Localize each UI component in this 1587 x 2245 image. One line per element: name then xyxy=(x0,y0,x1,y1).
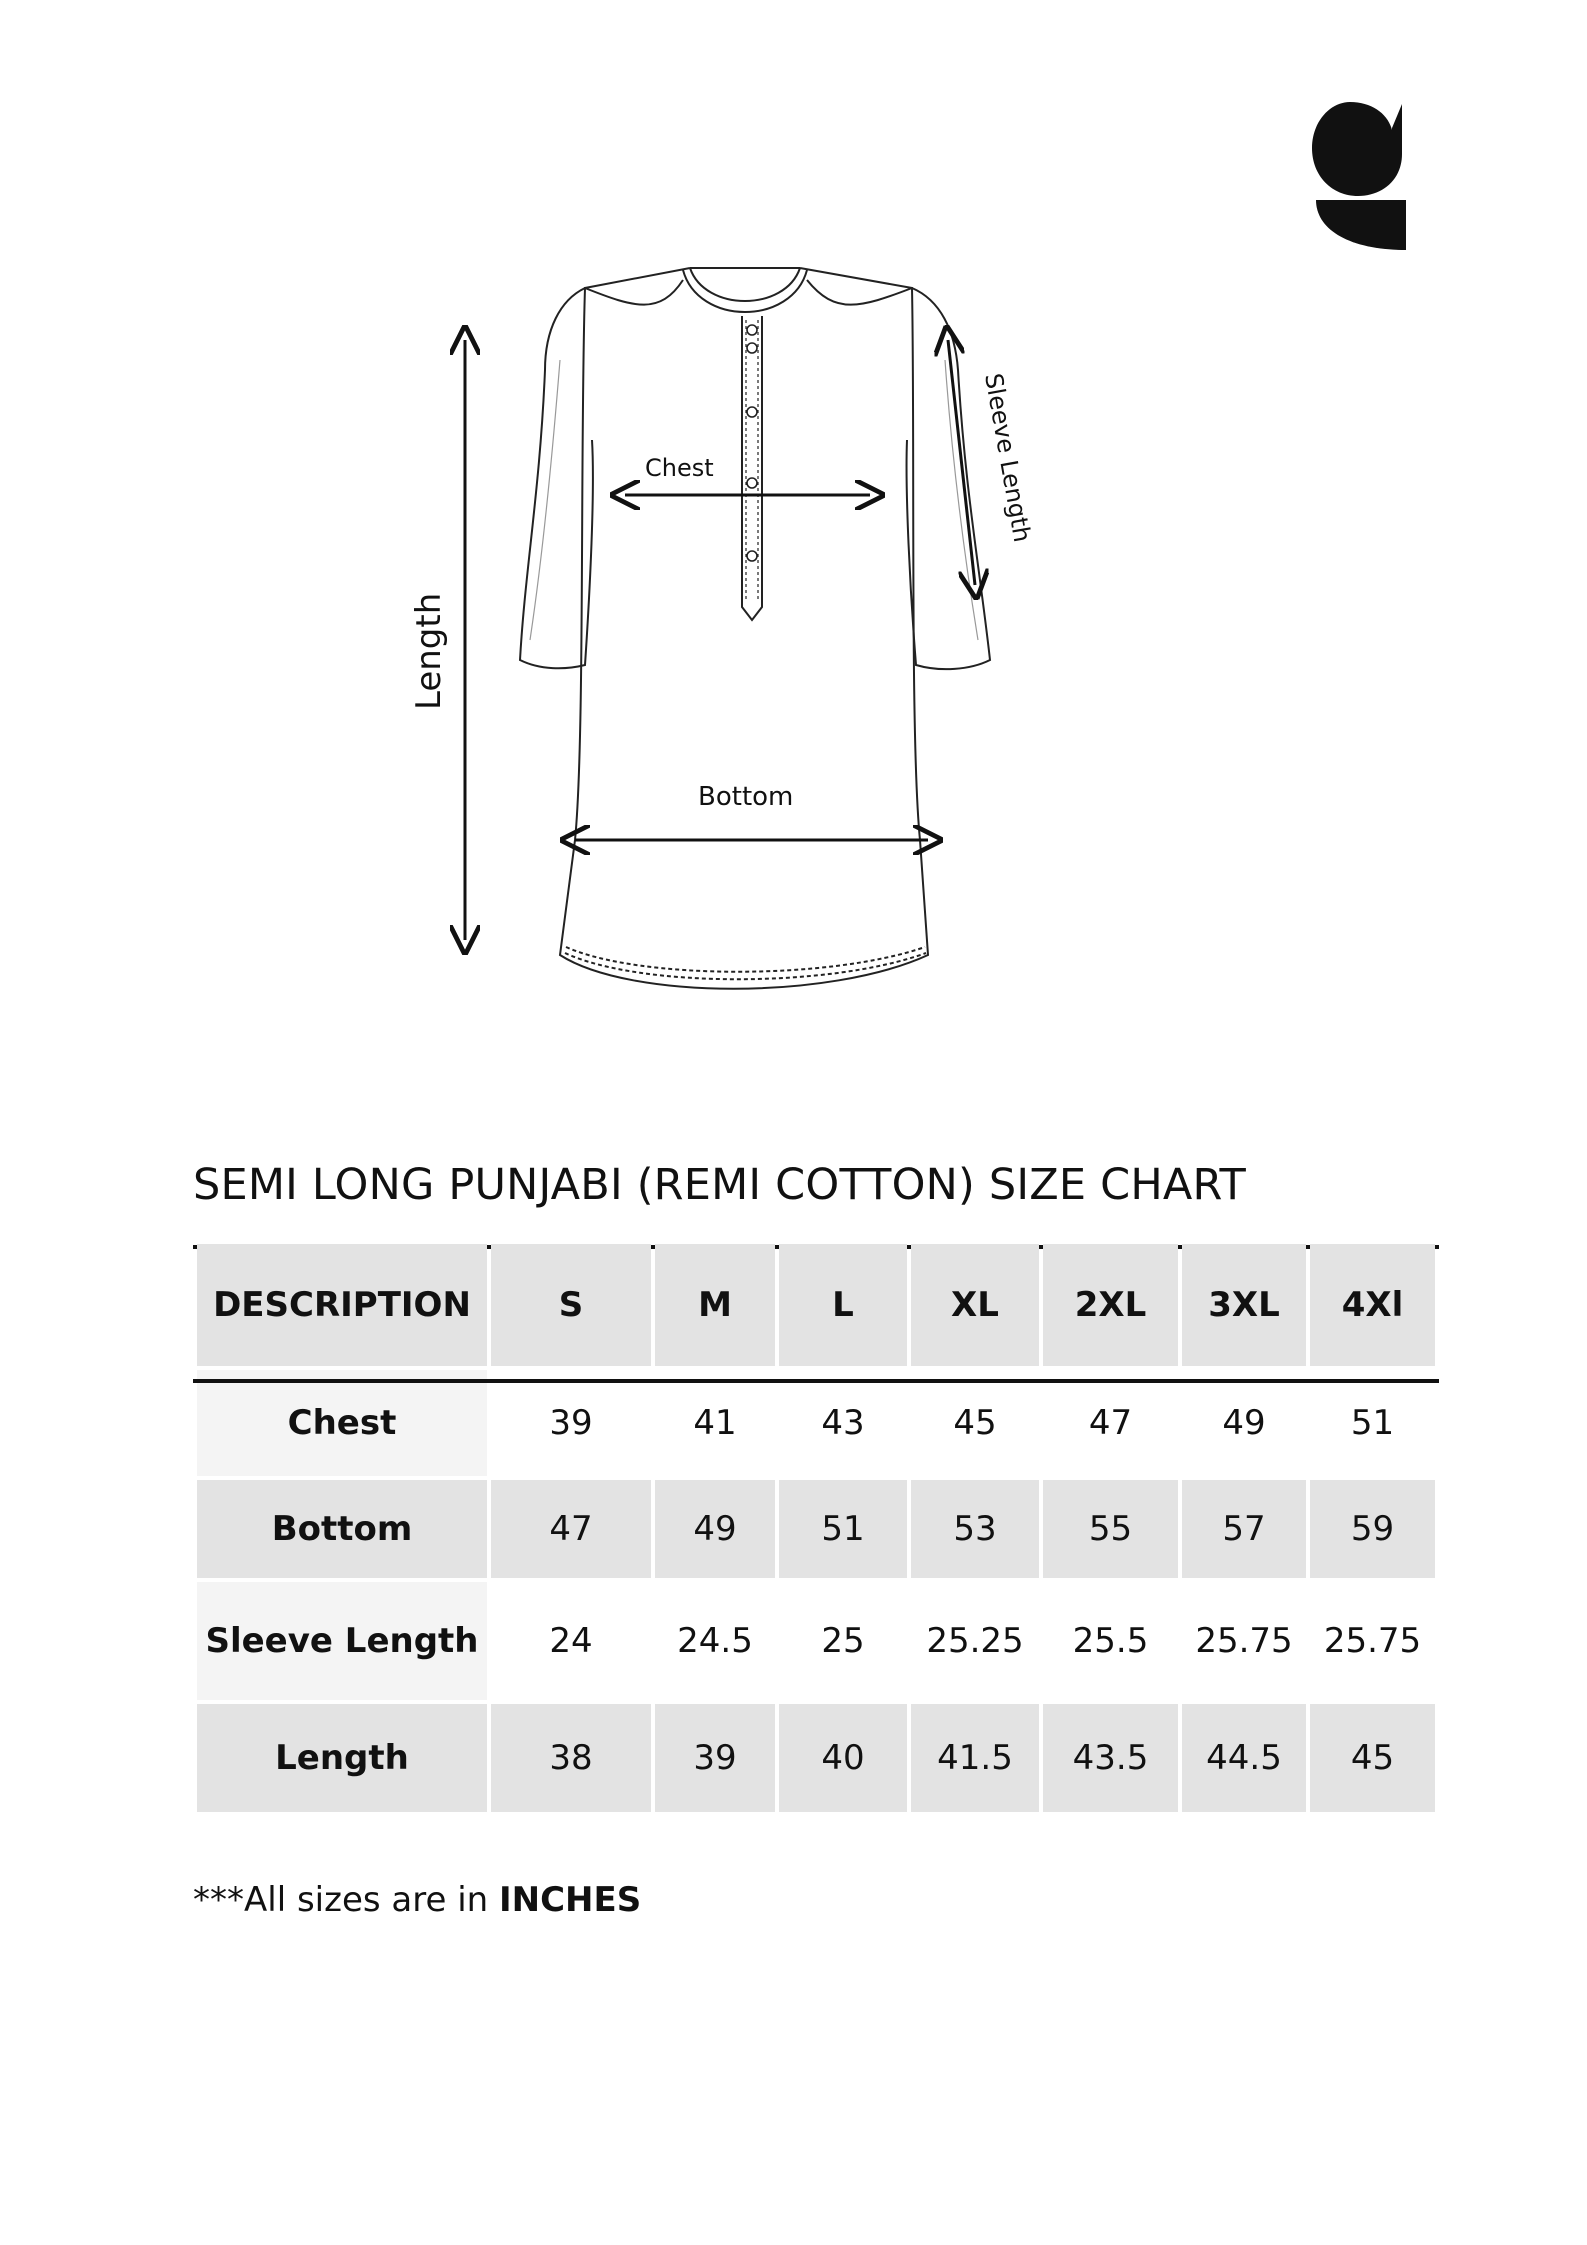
table-cell: 49 xyxy=(655,1480,775,1578)
table-cell: 57 xyxy=(1182,1480,1306,1578)
placket xyxy=(742,316,762,620)
table-cell: 39 xyxy=(491,1370,651,1476)
table-cell: 49 xyxy=(1182,1370,1306,1476)
punjabi-sketch xyxy=(380,240,1080,1020)
row-label: Bottom xyxy=(197,1480,487,1578)
sleeve-length-label: Sleeve Length xyxy=(979,371,1037,545)
table-cell: 25.25 xyxy=(911,1582,1039,1700)
table-row xyxy=(197,1370,1435,1476)
page-title: SEMI LONG PUNJABI (REMI COTTON) SIZE CHART xyxy=(193,1160,1246,1210)
table-row xyxy=(197,1704,1435,1812)
table-cell: 53 xyxy=(911,1480,1039,1578)
length-label: Length xyxy=(409,592,449,710)
table-cell: 45 xyxy=(1310,1704,1435,1812)
table-cell: 45 xyxy=(911,1370,1039,1476)
units-note-prefix: ***All sizes are in xyxy=(193,1880,499,1920)
header-size: 4Xl xyxy=(1310,1244,1435,1366)
units-note xyxy=(193,1880,641,1920)
table-cell: 51 xyxy=(1310,1370,1435,1476)
g-logo-icon xyxy=(1310,100,1410,252)
table-cell: 25 xyxy=(779,1582,907,1700)
table-cell: 55 xyxy=(1043,1480,1178,1578)
table-cell: 47 xyxy=(491,1480,651,1578)
chest-label: Chest xyxy=(645,454,714,482)
table-cell: 41 xyxy=(655,1370,775,1476)
table-header-row xyxy=(197,1244,1435,1366)
brand-logo xyxy=(1310,100,1410,252)
table-row xyxy=(197,1582,1435,1700)
header-size: L xyxy=(779,1244,907,1366)
table-cell: 24 xyxy=(491,1582,651,1700)
collar xyxy=(683,268,807,312)
header-size: XL xyxy=(911,1244,1039,1366)
table-cell: 41.5 xyxy=(911,1704,1039,1812)
table-cell: 47 xyxy=(1043,1370,1178,1476)
bottom-label: Bottom xyxy=(698,782,794,812)
table-cell: 39 xyxy=(655,1704,775,1812)
table-cell: 44.5 xyxy=(1182,1704,1306,1812)
header-description: DESCRIPTION xyxy=(197,1244,487,1366)
units-note-emphasis: INCHES xyxy=(499,1880,642,1920)
table-cell: 25.75 xyxy=(1182,1582,1306,1700)
header-size: 2XL xyxy=(1043,1244,1178,1366)
table-cell: 25.5 xyxy=(1043,1582,1178,1700)
header-size: 3XL xyxy=(1182,1244,1306,1366)
row-label: Sleeve Length xyxy=(197,1582,487,1700)
table-cell: 59 xyxy=(1310,1480,1435,1578)
table-cell: 38 xyxy=(491,1704,651,1812)
table-cell: 24.5 xyxy=(655,1582,775,1700)
table-cell: 40 xyxy=(779,1704,907,1812)
garment-diagram xyxy=(380,240,1080,1020)
row-label: Length xyxy=(197,1704,487,1812)
table-cell: 51 xyxy=(779,1480,907,1578)
size-chart-table xyxy=(193,1240,1439,1816)
row-label: Chest xyxy=(197,1370,487,1476)
table-cell: 25.75 xyxy=(1310,1582,1435,1700)
sleeve-length-arrow xyxy=(948,340,975,585)
table-header-rule xyxy=(193,1379,1439,1383)
table-row xyxy=(197,1480,1435,1578)
body-outline xyxy=(560,268,928,989)
header-size: M xyxy=(655,1244,775,1366)
header-size: S xyxy=(491,1244,651,1366)
table-cell: 43 xyxy=(779,1370,907,1476)
table-cell: 43.5 xyxy=(1043,1704,1178,1812)
